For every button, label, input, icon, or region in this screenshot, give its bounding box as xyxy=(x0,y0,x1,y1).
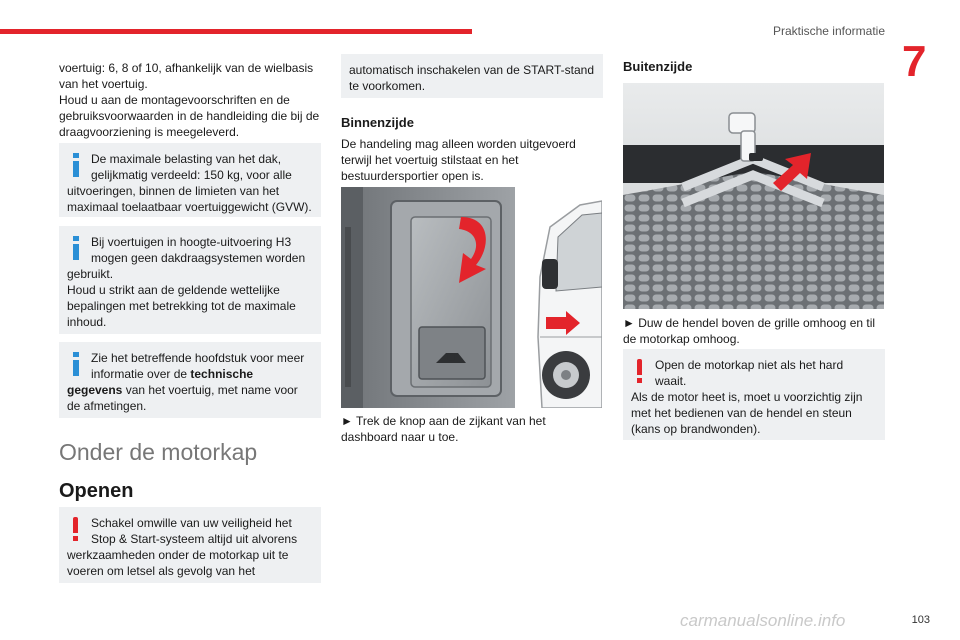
running-header: Praktische informatie xyxy=(772,24,885,38)
warning-icon xyxy=(637,359,643,383)
top-accent-bar xyxy=(0,29,472,34)
info-icon xyxy=(73,352,79,376)
intro-paragraph: voertuig: 6, 8 of 10, afhankelijk van de wielbasis van het voertuig. Houd u aan de montagevoorschriften en de gebruiksvoorwaarden in de handleiding die bij de draagvoorziening is meegeleverd. xyxy=(59,61,320,139)
info-icon xyxy=(73,236,79,260)
info-icon xyxy=(73,153,79,177)
info-note-roof-load: De maximale belasting van het dak, gelijkmatig verdeeld: 150 kg, voor alle uitvoeringen, binnen de limieten van het maximaal toelaatbaar voertuiggewicht (GVW). xyxy=(59,143,321,217)
figure-hood-release-handle xyxy=(341,187,515,408)
inside-step: ► Trek de knop aan de zijkant van het dashboard naar u toe. xyxy=(341,414,546,444)
info-note-technical-data: Zie het betreffende hoofdstuk voor meer informatie over de technische gegevens van het voertuig, met name voor de afmetingen. xyxy=(59,342,321,418)
page-number: 103 xyxy=(911,614,930,626)
heading-inside: Binnenzijde xyxy=(341,115,414,130)
heading-outside: Buitenzijde xyxy=(623,59,693,74)
outside-step: ► Duw de hendel boven de grille omhoog en til de motorkap omhoog. xyxy=(623,316,876,346)
watermark: carmanualsonline.info xyxy=(680,611,846,630)
figure-van-side xyxy=(520,187,602,408)
figure-grille-lever xyxy=(623,83,884,309)
chapter-number: 7 xyxy=(902,37,927,86)
warning-note-continued: automatisch inschakelen van de START-stand te voorkomen. xyxy=(341,54,603,98)
section-title: Onder de motorkap xyxy=(59,439,258,465)
warning-icon xyxy=(73,517,79,541)
warning-note-wind-hot-engine: Open de motorkap niet als het hard waait. Als de motor heet is, moet u voorzichtig zijn met het bedienen van de hendel en steun (kans op brandwonden). xyxy=(623,349,885,440)
subsection-title: Openen xyxy=(59,480,134,502)
info-note-h3: Bij voertuigen in hoogte-uitvoering H3 mogen geen dakdraagsystemen worden gebruikt. Houd u strikt aan de geldende wettelijke bepalingen met betrekking tot de maximale inhoud. xyxy=(59,226,321,334)
warning-note-stop-start: Schakel omwille van uw veiligheid het Stop & Start-systeem altijd uit alvorens werkzaamheden onder de motorkap uit te voeren om letsel als gevolg van het xyxy=(59,507,321,583)
inside-paragraph: De handeling mag alleen worden uitgevoerd terwijl het voertuig stilstaat en het bestuurdersportier open is. xyxy=(341,137,576,183)
